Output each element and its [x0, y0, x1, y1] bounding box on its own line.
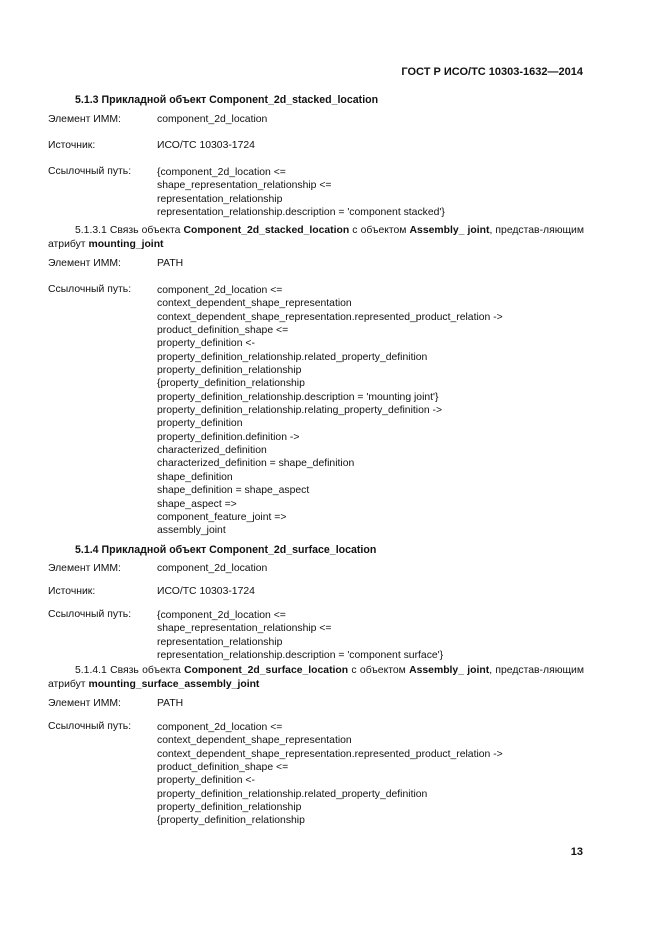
label-element: Элемент ИММ:: [48, 698, 121, 709]
path-line: product_definition_shape <=: [157, 325, 289, 337]
reference-path-5-1-3-1: [157, 284, 503, 538]
label-path: Ссылочный путь:: [48, 284, 132, 295]
para-middle: с объектом: [349, 225, 410, 236]
path-line: representation_relationship.description = 'component surface'}: [157, 650, 444, 662]
para-tail: , представ-ляющим атрибут: [48, 665, 585, 690]
para-object-1: Component_2d_surface_location: [184, 665, 349, 676]
path-line: property_definition.definition ->: [157, 431, 300, 443]
path-line: property_definition_relationship: [157, 365, 302, 377]
path-line: property_definition: [157, 418, 243, 430]
para-number: 5.1.4.1 Связь объекта: [75, 665, 185, 676]
label-source: Источник:: [48, 140, 96, 151]
path-line: shape_aspect =>: [157, 498, 237, 510]
path-line: property_definition_relationship: [157, 802, 302, 814]
path-line: assembly_joint: [157, 525, 226, 537]
para-object-1: Component_2d_stacked_location: [183, 225, 350, 236]
value-element: component_2d_location: [157, 114, 268, 125]
path-line: context_dependent_shape_representation.represented_product_relation ->: [157, 748, 503, 760]
page-number: 13: [570, 846, 583, 858]
para-tail: , представ-ляющим атрибут: [48, 225, 585, 250]
path-line: {property_definition_relationship: [157, 815, 305, 827]
label-path: Ссылочный путь:: [48, 609, 132, 620]
value-source: ИСО/ТС 10303-1724: [157, 586, 255, 597]
label-source: Источник:: [48, 586, 96, 597]
path-line: product_definition_shape <=: [157, 762, 289, 774]
path-line: characterized_definition: [157, 445, 267, 457]
path-line: property_definition_relationship.related_property_definition: [157, 788, 428, 800]
paragraph-5-1-4-1: [48, 664, 584, 691]
para-attribute: mounting_surface_assembly_joint: [88, 678, 260, 690]
label-path: Ссылочный путь:: [48, 721, 132, 732]
value-element: PATH: [157, 258, 184, 269]
path-line: component_feature_joint =>: [157, 511, 287, 523]
section-title-5-1-3: 5.1.3 Прикладной объект Component_2d_stacked_location: [75, 94, 379, 106]
path-line: {component_2d_location <=: [157, 610, 286, 621]
path-line: shape_definition = shape_aspect: [157, 485, 310, 497]
path-line: {component_2d_location <=: [157, 167, 286, 178]
path-line: shape_definition: [157, 471, 233, 483]
reference-path-5-1-3: [157, 166, 445, 219]
path-line: shape_representation_relationship <=: [157, 623, 332, 635]
value-element: PATH: [157, 698, 184, 709]
path-line: property_definition_relationship.description = 'mounting joint'}: [157, 391, 439, 403]
path-line: characterized_definition = shape_definition: [157, 458, 355, 470]
label-element: Элемент ИММ:: [48, 114, 121, 125]
reference-path-5-1-4-1: [157, 721, 503, 828]
para-middle: с объектом: [348, 665, 410, 676]
path-line: {property_definition_relationship: [157, 378, 305, 390]
path-line: context_dependent_shape_representation.represented_product_relation ->: [157, 311, 503, 323]
label-element: Элемент ИММ:: [48, 563, 121, 574]
path-line: property_definition_relationship.relating_property_definition ->: [157, 405, 443, 417]
para-object-2: Assembly_ joint: [409, 665, 490, 676]
reference-path-5-1-4: [157, 609, 443, 662]
section-title-5-1-4: 5.1.4 Прикладной объект Component_2d_surface_location: [75, 544, 377, 556]
value-element: component_2d_location: [157, 563, 268, 574]
path-line: property_definition <-: [157, 338, 255, 350]
value-source: ИСО/ТС 10303-1724: [157, 140, 255, 151]
para-number: 5.1.3.1 Связь объекта: [75, 225, 184, 236]
path-line: property_definition <-: [157, 775, 255, 787]
para-object-2: Assembly_ joint: [409, 225, 490, 236]
label-path: Ссылочный путь:: [48, 166, 132, 177]
path-line: shape_representation_relationship <=: [157, 180, 332, 192]
document-header: ГОСТ Р ИСО/ТС 10303-1632—2014: [401, 66, 583, 78]
paragraph-5-1-3-1: [48, 224, 584, 251]
path-line: component_2d_location <=: [157, 285, 283, 296]
path-line: context_dependent_shape_representation: [157, 735, 352, 747]
label-element: Элемент ИММ:: [48, 258, 121, 269]
path-line: component_2d_location <=: [157, 722, 283, 733]
path-line: property_definition_relationship.related_property_definition: [157, 351, 428, 363]
path-line: representation_relationship.description = 'component stacked'}: [157, 207, 445, 219]
path-line: context_dependent_shape_representation: [157, 298, 352, 310]
para-attribute: mounting_joint: [88, 238, 164, 250]
path-line: representation_relationship: [157, 193, 283, 205]
path-line: representation_relationship: [157, 636, 283, 648]
